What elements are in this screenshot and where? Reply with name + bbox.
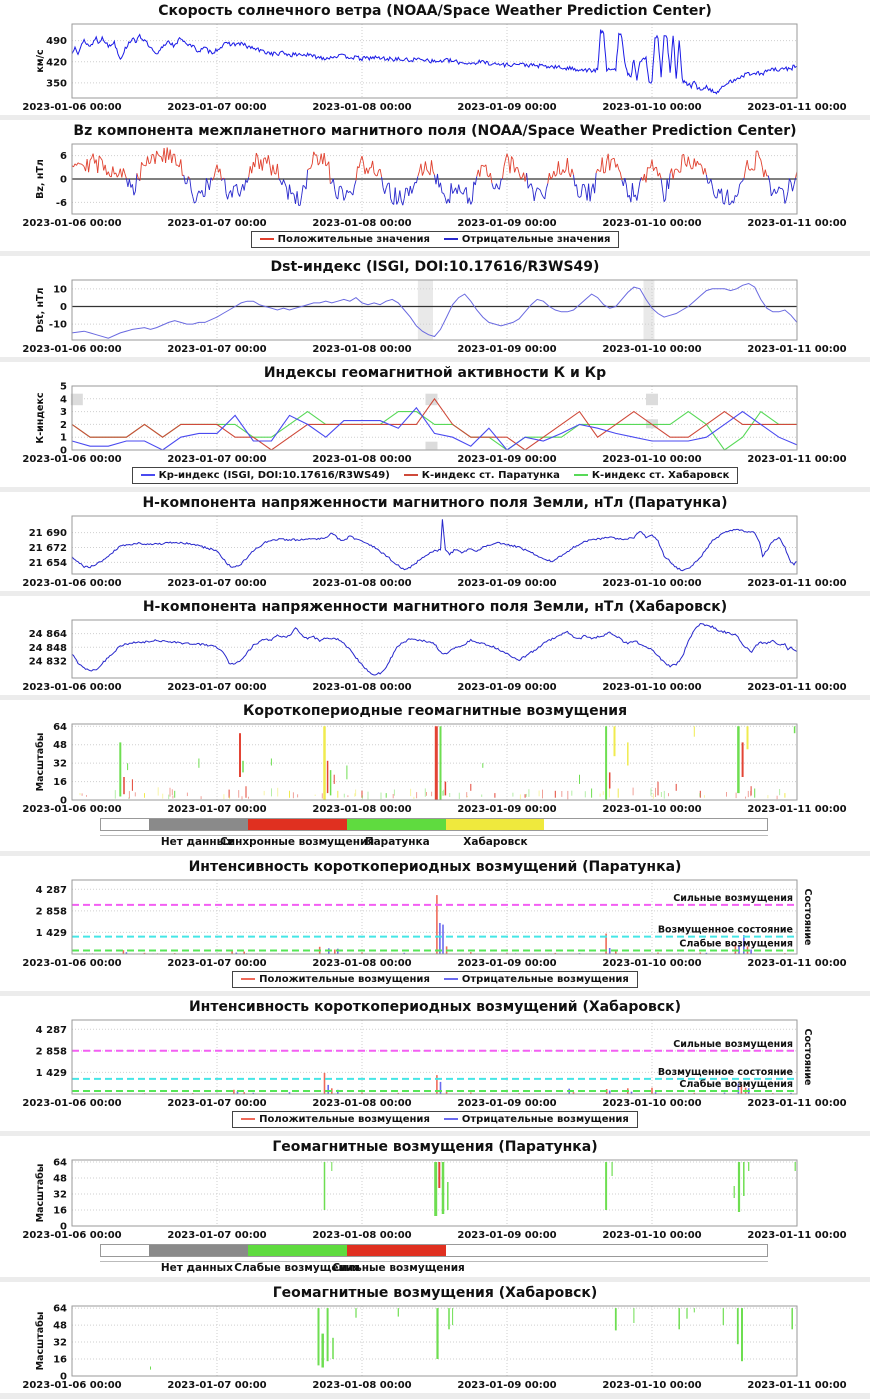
disturbances-khabarovsk-chart-svg [0, 1302, 870, 1391]
legend-box [232, 1111, 638, 1128]
svg-text:2023-01-11 00:00: 2023-01-11 00:00 [747, 958, 847, 969]
svg-text:24 864: 24 864 [28, 629, 67, 641]
dst-chart [0, 276, 870, 355]
svg-text:490: 490 [46, 36, 67, 48]
svg-text:2023-01-10 00:00: 2023-01-10 00:00 [602, 218, 702, 229]
intensity-khabarovsk-legend [0, 1109, 870, 1129]
k-indices-chart [0, 382, 870, 465]
svg-text:2023-01-09 00:00: 2023-01-09 00:00 [457, 102, 557, 113]
panel-k-indices [0, 362, 870, 487]
svg-text:4 287: 4 287 [35, 1024, 67, 1036]
panel-h-paratunka [0, 492, 870, 591]
chart-title: Скорость солнечного ветра (NOAA/Space Weather Prediction Center) [158, 3, 712, 19]
legend-line-swatch [444, 1118, 458, 1120]
svg-text:2023-01-11 00:00: 2023-01-11 00:00 [747, 218, 847, 229]
svg-text:Возмущенное состояние: Возмущенное состояние [657, 1066, 793, 1078]
svg-text:2023-01-11 00:00: 2023-01-11 00:00 [747, 1230, 847, 1241]
svg-text:2023-01-10 00:00: 2023-01-10 00:00 [602, 682, 702, 693]
svg-text:2023-01-06 00:00: 2023-01-06 00:00 [22, 958, 122, 969]
svg-text:32: 32 [53, 758, 67, 770]
legend-item: Положительные возмущения [241, 973, 430, 986]
panel-bz [0, 120, 870, 251]
chart-title: Геомагнитные возмущения (Хабаровск) [272, 1285, 598, 1301]
svg-text:16: 16 [53, 1205, 67, 1217]
svg-text:Сильные возмущения: Сильные возмущения [673, 892, 793, 904]
colorbar-segment [248, 819, 348, 830]
legend-item: Отрицательные возмущения [444, 973, 629, 986]
disturbances-paratunka-chart [0, 1156, 870, 1241]
solar-wind-chart [0, 20, 870, 113]
solar-wind-chart-svg [0, 20, 870, 113]
intensity-paratunka-chart-svg [0, 876, 870, 969]
svg-text:2023-01-07 00:00: 2023-01-07 00:00 [167, 454, 267, 465]
colorbar-label: Сильные возмущения [332, 1262, 465, 1274]
svg-text:2023-01-09 00:00: 2023-01-09 00:00 [457, 344, 557, 355]
svg-text:2023-01-09 00:00: 2023-01-09 00:00 [457, 218, 557, 229]
svg-text:2023-01-08 00:00: 2023-01-08 00:00 [312, 344, 412, 355]
svg-text:2023-01-06 00:00: 2023-01-06 00:00 [22, 1098, 122, 1109]
h-paratunka-chart-svg [0, 512, 870, 589]
svg-text:2023-01-10 00:00: 2023-01-10 00:00 [602, 344, 702, 355]
svg-text:420: 420 [46, 57, 67, 69]
svg-text:21 654: 21 654 [28, 557, 67, 569]
colorbar-label: Синхронные возмущения [220, 836, 375, 848]
colorbar-label: Нет данных [160, 1262, 233, 1274]
svg-text:2023-01-11 00:00: 2023-01-11 00:00 [747, 454, 847, 465]
legend-line-swatch [574, 474, 588, 476]
svg-text:2023-01-10 00:00: 2023-01-10 00:00 [602, 958, 702, 969]
legend-line-swatch [260, 238, 274, 240]
k-indices-chart-svg [0, 382, 870, 465]
svg-text:2023-01-11 00:00: 2023-01-11 00:00 [747, 682, 847, 693]
svg-text:2023-01-09 00:00: 2023-01-09 00:00 [457, 1230, 557, 1241]
svg-text:21 690: 21 690 [28, 528, 67, 540]
svg-text:Слабые возмущения: Слабые возмущения [679, 1079, 793, 1090]
colorbar-segment [347, 1245, 446, 1256]
svg-text:2023-01-07 00:00: 2023-01-07 00:00 [167, 804, 267, 815]
legend-line-swatch [444, 238, 458, 240]
svg-text:2023-01-07 00:00: 2023-01-07 00:00 [167, 1230, 267, 1241]
svg-text:2023-01-08 00:00: 2023-01-08 00:00 [312, 1380, 412, 1391]
colorbar-segment [347, 819, 446, 830]
svg-text:0: 0 [60, 445, 67, 457]
h-khabarovsk-chart [0, 616, 870, 693]
disturbances-paratunka-chart-svg [0, 1156, 870, 1241]
svg-text:К-индекс: К-индекс [35, 392, 46, 444]
svg-text:2023-01-09 00:00: 2023-01-09 00:00 [457, 958, 557, 969]
svg-text:0: 0 [60, 174, 67, 186]
intensity-khabarovsk-chart [0, 1016, 870, 1109]
panel-solar-wind [0, 0, 870, 115]
svg-text:2023-01-06 00:00: 2023-01-06 00:00 [22, 102, 122, 113]
svg-text:2023-01-07 00:00: 2023-01-07 00:00 [167, 682, 267, 693]
svg-text:2023-01-10 00:00: 2023-01-10 00:00 [602, 1230, 702, 1241]
legend-item: К-индекс ст. Хабаровск [574, 469, 730, 482]
svg-text:1 429: 1 429 [35, 1067, 67, 1079]
svg-text:64: 64 [53, 1157, 67, 1169]
svg-text:2023-01-07 00:00: 2023-01-07 00:00 [167, 578, 267, 589]
legend-line-swatch [241, 1118, 255, 1120]
colorbar-segment [101, 1245, 149, 1256]
svg-text:2023-01-07 00:00: 2023-01-07 00:00 [167, 218, 267, 229]
h-paratunka-chart [0, 512, 870, 589]
svg-text:2023-01-06 00:00: 2023-01-06 00:00 [22, 454, 122, 465]
svg-text:2023-01-10 00:00: 2023-01-10 00:00 [602, 804, 702, 815]
svg-text:Слабые возмущения: Слабые возмущения [679, 938, 793, 950]
svg-text:6: 6 [60, 151, 67, 163]
svg-text:Состояние: Состояние [802, 888, 813, 946]
legend-line-swatch [404, 474, 418, 476]
svg-text:5: 5 [60, 382, 67, 393]
chart-title: Н-компонента напряженности магнитного поля Земли, нТл (Паратунка) [142, 495, 728, 511]
svg-text:2023-01-08 00:00: 2023-01-08 00:00 [312, 804, 412, 815]
disturbances-khabarovsk-chart [0, 1302, 870, 1391]
legend-item: Кр-индекс (ISGI, DOI:10.17616/R3WS49) [141, 469, 390, 482]
svg-text:16: 16 [53, 777, 67, 789]
svg-text:2023-01-08 00:00: 2023-01-08 00:00 [312, 578, 412, 589]
legend-box [232, 971, 638, 988]
intensity-khabarovsk-chart-svg [0, 1016, 870, 1109]
svg-text:2023-01-09 00:00: 2023-01-09 00:00 [457, 1098, 557, 1109]
svg-text:2023-01-07 00:00: 2023-01-07 00:00 [167, 1098, 267, 1109]
colorbar-segment [149, 819, 248, 830]
svg-text:2023-01-07 00:00: 2023-01-07 00:00 [167, 344, 267, 355]
svg-text:350: 350 [46, 78, 67, 90]
svg-text:4 287: 4 287 [35, 884, 67, 896]
svg-text:48: 48 [53, 740, 67, 752]
svg-text:2023-01-11 00:00: 2023-01-11 00:00 [747, 1380, 847, 1391]
colorbar-segment [149, 1245, 248, 1256]
svg-text:Сильные возмущения: Сильные возмущения [673, 1038, 793, 1050]
svg-text:0: 0 [60, 795, 67, 807]
intensity-paratunka-legend [0, 969, 870, 989]
svg-text:2023-01-11 00:00: 2023-01-11 00:00 [747, 804, 847, 815]
svg-text:0: 0 [60, 302, 67, 313]
svg-text:1 429: 1 429 [35, 927, 67, 939]
k-indices-legend [0, 465, 870, 485]
svg-text:0: 0 [60, 1371, 67, 1383]
colorbar-label: Слабые возмущения [234, 1262, 360, 1274]
svg-text:2023-01-06 00:00: 2023-01-06 00:00 [22, 682, 122, 693]
svg-text:2023-01-09 00:00: 2023-01-09 00:00 [457, 578, 557, 589]
svg-text:2023-01-10 00:00: 2023-01-10 00:00 [602, 1098, 702, 1109]
chart-title: Интенсивность короткопериодных возмущений (Хабаровск) [188, 999, 682, 1015]
svg-text:2023-01-08 00:00: 2023-01-08 00:00 [312, 454, 412, 465]
svg-text:2023-01-07 00:00: 2023-01-07 00:00 [167, 1380, 267, 1391]
chart-title: Dst-индекс (ISGI, DOI:10.17616/R3WS49) [270, 259, 600, 275]
svg-text:2023-01-09 00:00: 2023-01-09 00:00 [457, 804, 557, 815]
legend-item: Положительные значения [260, 233, 430, 246]
svg-text:2023-01-06 00:00: 2023-01-06 00:00 [22, 1380, 122, 1391]
svg-text:2023-01-09 00:00: 2023-01-09 00:00 [457, 454, 557, 465]
svg-text:-6: -6 [55, 197, 67, 209]
svg-text:Dst, нТл: Dst, нТл [35, 287, 46, 333]
svg-text:Масштабы: Масштабы [35, 732, 46, 792]
svg-text:2023-01-10 00:00: 2023-01-10 00:00 [602, 578, 702, 589]
svg-text:2023-01-06 00:00: 2023-01-06 00:00 [22, 578, 122, 589]
svg-text:32: 32 [53, 1189, 67, 1201]
svg-text:2023-01-08 00:00: 2023-01-08 00:00 [312, 218, 412, 229]
h-khabarovsk-chart-svg [0, 616, 870, 693]
svg-text:2023-01-08 00:00: 2023-01-08 00:00 [312, 102, 412, 113]
disturbance-level-colorbar [0, 1243, 870, 1275]
svg-text:2023-01-10 00:00: 2023-01-10 00:00 [602, 1380, 702, 1391]
chart-title: Интенсивность короткопериодных возмущений (Паратунка) [188, 859, 682, 875]
svg-text:64: 64 [53, 1303, 67, 1315]
svg-text:2023-01-06 00:00: 2023-01-06 00:00 [22, 344, 122, 355]
svg-text:-10: -10 [48, 319, 67, 331]
svg-text:2023-01-08 00:00: 2023-01-08 00:00 [312, 958, 412, 969]
legend-box [251, 231, 620, 248]
svg-text:21 672: 21 672 [28, 543, 67, 554]
svg-text:24 832: 24 832 [28, 656, 67, 668]
legend-line-swatch [241, 978, 255, 980]
colorbar-segment [446, 1245, 767, 1256]
colorbar-label: Нет данных [160, 836, 233, 848]
colorbar-segment [248, 1245, 348, 1256]
short-period-disturbances-chart-svg [0, 720, 870, 815]
legend-line-swatch [444, 978, 458, 980]
svg-text:24 848: 24 848 [28, 642, 67, 654]
svg-text:16: 16 [53, 1354, 67, 1366]
svg-text:Возмущенное состояние: Возмущенное состояние [657, 924, 793, 936]
colorbar-label: Хабаровск [463, 836, 528, 848]
colorbar-label: Паратунка [364, 836, 430, 848]
chart-title: Bz компонента межпланетного магнитного поля (NOAA/Space Weather Prediction Center) [73, 123, 797, 139]
svg-text:2023-01-07 00:00: 2023-01-07 00:00 [167, 958, 267, 969]
legend-line-swatch [141, 474, 155, 476]
svg-text:2023-01-11 00:00: 2023-01-11 00:00 [747, 1098, 847, 1109]
panel-disturbances-khabarovsk [0, 1282, 870, 1393]
svg-text:48: 48 [53, 1320, 67, 1332]
legend-item: Положительные возмущения [241, 1113, 430, 1126]
chart-title: Н-компонента напряженности магнитного поля Земли, нТл (Хабаровск) [142, 599, 728, 615]
bz-chart-svg [0, 140, 870, 229]
svg-text:Масштабы: Масштабы [35, 1311, 46, 1371]
bz-chart [0, 140, 870, 229]
colorbar-segment [446, 819, 544, 830]
svg-text:2 858: 2 858 [35, 1046, 67, 1058]
colorbar [100, 818, 768, 831]
colorbar-segment [544, 819, 767, 830]
dst-chart-svg [0, 276, 870, 355]
svg-text:2023-01-10 00:00: 2023-01-10 00:00 [602, 102, 702, 113]
svg-text:2023-01-11 00:00: 2023-01-11 00:00 [747, 578, 847, 589]
svg-text:2: 2 [60, 419, 67, 431]
legend-item: Отрицательные значения [444, 233, 611, 246]
svg-text:1: 1 [60, 432, 67, 444]
svg-text:Состояние: Состояние [802, 1028, 813, 1086]
svg-text:48: 48 [53, 1173, 67, 1185]
short-period-disturbances-chart [0, 720, 870, 815]
svg-text:км/с: км/с [35, 49, 46, 73]
svg-text:2023-01-07 00:00: 2023-01-07 00:00 [167, 102, 267, 113]
panel-h-khabarovsk [0, 596, 870, 695]
bz-legend [0, 229, 870, 249]
svg-text:2023-01-08 00:00: 2023-01-08 00:00 [312, 1230, 412, 1241]
panel-intensity-paratunka [0, 856, 870, 991]
svg-text:2023-01-11 00:00: 2023-01-11 00:00 [747, 102, 847, 113]
svg-text:2023-01-08 00:00: 2023-01-08 00:00 [312, 682, 412, 693]
legend-item: К-индекс ст. Паратунка [404, 469, 560, 482]
colorbar [100, 1244, 768, 1257]
svg-text:2 858: 2 858 [35, 906, 67, 918]
legend-item: Отрицательные возмущения [444, 1113, 629, 1126]
svg-text:10: 10 [53, 284, 67, 296]
legend-box [132, 467, 739, 484]
panel-intensity-khabarovsk [0, 996, 870, 1131]
svg-text:2023-01-10 00:00: 2023-01-10 00:00 [602, 454, 702, 465]
intensity-paratunka-chart [0, 876, 870, 969]
svg-text:Масштабы: Масштабы [35, 1163, 46, 1223]
panel-disturbances-paratunka [0, 1136, 870, 1277]
disturbance-source-colorbar [0, 817, 870, 849]
svg-text:2023-01-06 00:00: 2023-01-06 00:00 [22, 804, 122, 815]
chart-title: Геомагнитные возмущения (Паратунка) [272, 1139, 598, 1155]
colorbar-segment [101, 819, 149, 830]
svg-text:32: 32 [53, 1337, 67, 1349]
svg-text:0: 0 [60, 1221, 67, 1233]
svg-text:3: 3 [60, 407, 67, 419]
panel-short-period-disturbances [0, 700, 870, 851]
panel-dst [0, 256, 870, 357]
svg-text:2023-01-09 00:00: 2023-01-09 00:00 [457, 682, 557, 693]
svg-text:2023-01-06 00:00: 2023-01-06 00:00 [22, 1230, 122, 1241]
svg-text:2023-01-11 00:00: 2023-01-11 00:00 [747, 344, 847, 355]
chart-title: Короткопериодные геомагнитные возмущения [242, 703, 628, 719]
svg-text:2023-01-09 00:00: 2023-01-09 00:00 [457, 1380, 557, 1391]
svg-text:2023-01-06 00:00: 2023-01-06 00:00 [22, 218, 122, 229]
svg-text:64: 64 [53, 721, 67, 733]
chart-title: Индексы геомагнитной активности К и Кр [263, 365, 607, 381]
svg-text:4: 4 [60, 394, 67, 406]
svg-text:Bz, нТл: Bz, нТл [35, 159, 46, 199]
svg-text:2023-01-08 00:00: 2023-01-08 00:00 [312, 1098, 412, 1109]
